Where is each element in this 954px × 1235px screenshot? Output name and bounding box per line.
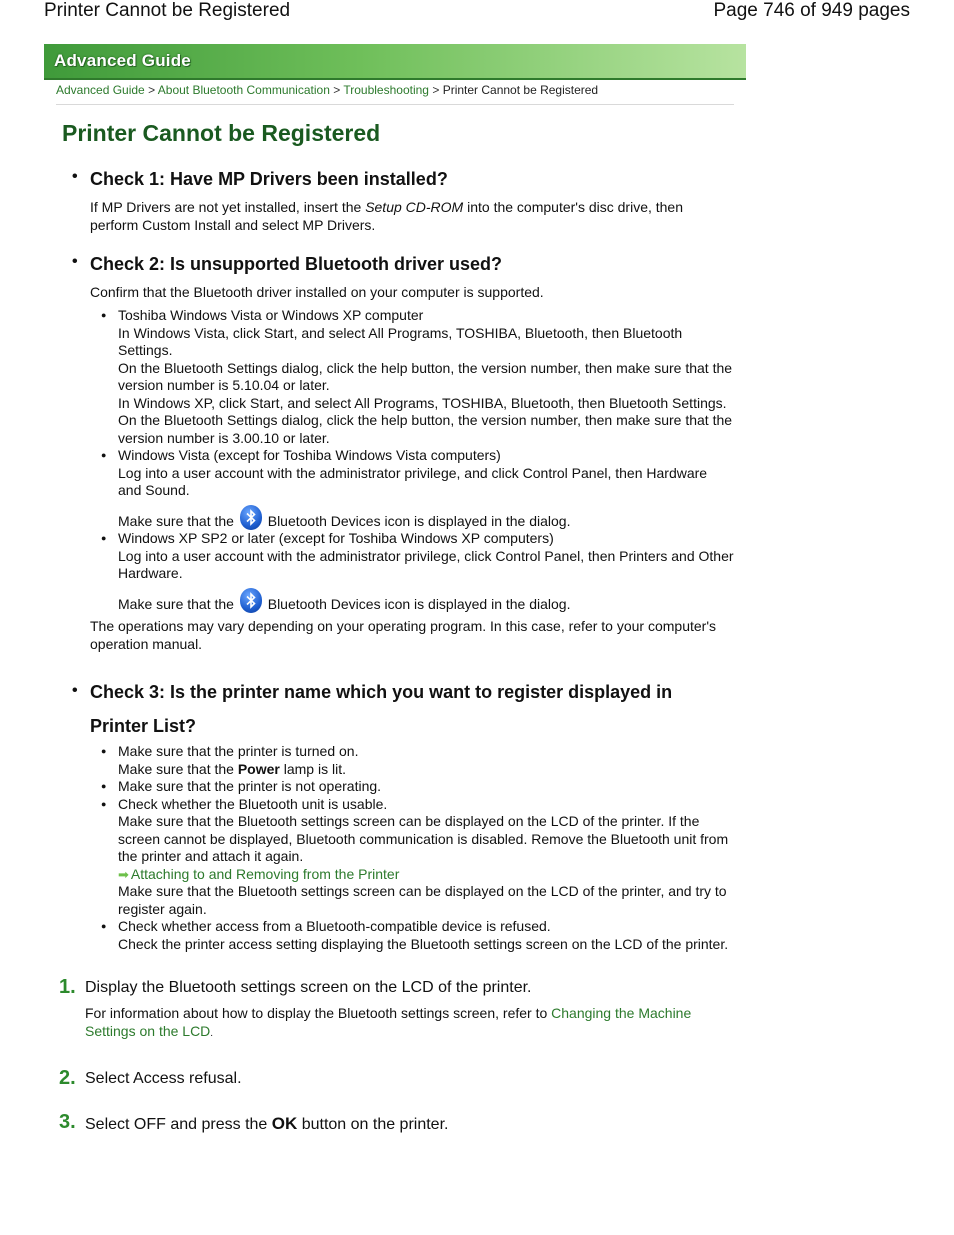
list-item (118, 778, 734, 796)
header-title: Printer Cannot be Registered (44, 0, 291, 21)
icon-line-b: Bluetooth Devices icon is displayed in the dialog. (263, 595, 571, 612)
main-content (59, 120, 734, 1134)
power-line (118, 761, 734, 779)
header-page-number: Page 746 of 949 pages (713, 0, 910, 21)
list-item-title: ● Toshiba Windows Vista or Windows XP computer (118, 307, 424, 323)
step-2 (28, 1067, 734, 1089)
page-title: Printer Cannot be Registered (62, 120, 381, 146)
step-text-b: button on the printer. (297, 1116, 449, 1133)
check3-heading (62, 675, 734, 743)
list-item-title: ● Windows Vista (except for Toshiba Windows Vista computers) (118, 447, 501, 463)
breadcrumb-current: Printer Cannot be Registered (442, 83, 599, 97)
power-line-a: Make sure that the (118, 760, 238, 777)
list-item-line: In Windows XP, click Start, and select All Programs, TOSHIBA, Bluetooth, then Bluetooth Settings. (118, 394, 727, 411)
list-item (118, 796, 734, 919)
bluetooth-icon (240, 588, 262, 613)
list-item-line: On the Bluetooth Settings dialog, click the help button, the version number, then make sure that the version number is 3.00.10 or later. (118, 412, 733, 446)
setup-cd-rom-label: Setup CD-ROM (365, 199, 464, 215)
list-item (118, 743, 734, 778)
power-line-b: lamp is lit. (279, 760, 346, 777)
step-sub-b: . (210, 1027, 214, 1039)
banner-label: Advanced Guide (54, 51, 191, 70)
list-item-line: In Windows Vista, click Start, and select All Programs, TOSHIBA, Bluetooth, then Bluetooth Settings. (118, 324, 683, 358)
step-number: 2. (59, 1067, 76, 1089)
breadcrumb-advanced-guide[interactable]: Advanced Guide (56, 83, 145, 97)
page-header (0, 0, 954, 28)
breadcrumb-about-bluetooth[interactable]: About Bluetooth Communication (157, 83, 330, 97)
check3-heading-line1: • Check 3: Is the printer name which you want to register displayed in (90, 682, 673, 702)
list-item-title: ● Make sure that the printer is not operating. (118, 778, 382, 794)
icon-line-a: Make sure that the (118, 595, 238, 612)
list-item-title: ● Make sure that the printer is turned on. (118, 743, 359, 759)
breadcrumb-troubleshooting[interactable]: Troubleshooting (343, 83, 429, 97)
attaching-removing-link[interactable] (118, 866, 734, 884)
link-text[interactable]: Attaching to and Removing from the Printer (130, 865, 400, 882)
list-item-title: ● Check whether the Bluetooth unit is usable. (118, 795, 388, 812)
check1-heading: • Check 1: Have MP Drivers been installed? (62, 169, 734, 190)
icon-line-b: Bluetooth Devices icon is displayed in the dialog. (263, 512, 571, 529)
breadcrumb-separator: > (333, 83, 341, 97)
step-text: Select Access refusal. (85, 1070, 242, 1087)
check2-intro: Confirm that the Bluetooth driver installed on your computer is supported. (90, 284, 544, 300)
list-item-icon-line (118, 588, 734, 614)
check1-text (62, 198, 734, 234)
breadcrumb (56, 83, 734, 105)
step-text-a: Select OFF and press the (85, 1116, 272, 1133)
check1-text-b: into the computer's disc drive, then perform Custom Install and select MP Drivers. (90, 199, 684, 233)
list-item-line: On the Bluetooth Settings dialog, click the help button, the version number, then make sure that the version number is 5.10.04 or later. (118, 359, 733, 393)
check3-heading-line2: Printer List? (90, 716, 197, 736)
check1-text-a: If MP Drivers are not yet installed, insert the (90, 199, 366, 215)
bluetooth-icon (240, 505, 262, 530)
advanced-guide-banner (44, 44, 746, 80)
list-item-line: Log into a user account with the administrator privilege, and click Control Panel, then Hardware and Sound. (118, 464, 708, 498)
check2-list (62, 307, 734, 613)
check3-list (62, 743, 734, 953)
icon-line-a: Make sure that the (118, 512, 238, 529)
list-item-line: Make sure that the Bluetooth settings screen can be displayed on the LCD of the printer, and try to register again. (118, 883, 727, 917)
step-number: 1. (59, 976, 76, 998)
changing-machine-settings-link[interactable]: Changing the Machine Settings on the LCD (85, 1005, 692, 1039)
power-label: Power (237, 760, 280, 777)
check2-note: The operations may vary depending on your operating program. In this case, refer to your computer's operation manual. (90, 618, 717, 652)
ok-button-label: OK (271, 1114, 298, 1133)
list-item (118, 447, 734, 530)
step-sub-a: For information about how to display the Bluetooth settings screen, refer to (85, 1005, 552, 1021)
breadcrumb-separator: > (148, 83, 156, 97)
list-item (118, 918, 734, 953)
step-number: 3. (59, 1111, 76, 1133)
list-item (118, 307, 734, 447)
step-3 (28, 1111, 734, 1134)
step-1-sub (28, 1005, 734, 1042)
breadcrumb-separator: > (432, 83, 440, 97)
step-text: Display the Bluetooth settings screen on the LCD of the printer. (85, 979, 532, 996)
list-item-line: Check the printer access setting displaying the Bluetooth settings screen on the LCD of the printer. (118, 935, 729, 952)
step-1 (28, 976, 734, 998)
list-item-title: ● Check whether access from a Bluetooth-compatible device is refused. (118, 918, 551, 934)
check2-heading: • Check 2: Is unsupported Bluetooth driver used? (62, 254, 734, 275)
list-item-title: ● Windows XP SP2 or later (except for Toshiba Windows XP computers) (118, 530, 554, 546)
list-item-icon-line (118, 505, 734, 531)
list-item (118, 530, 734, 613)
list-item-line: Make sure that the Bluetooth settings screen can be displayed on the LCD of the printer. If the screen cannot be displayed, Bluetooth communication is disabled. Remove the Bluetooth unit from the printer and attach it again. (118, 813, 729, 864)
list-item-line: Log into a user account with the administrator privilege, click Control Panel, then Printers and Other Hardware. (118, 547, 734, 581)
